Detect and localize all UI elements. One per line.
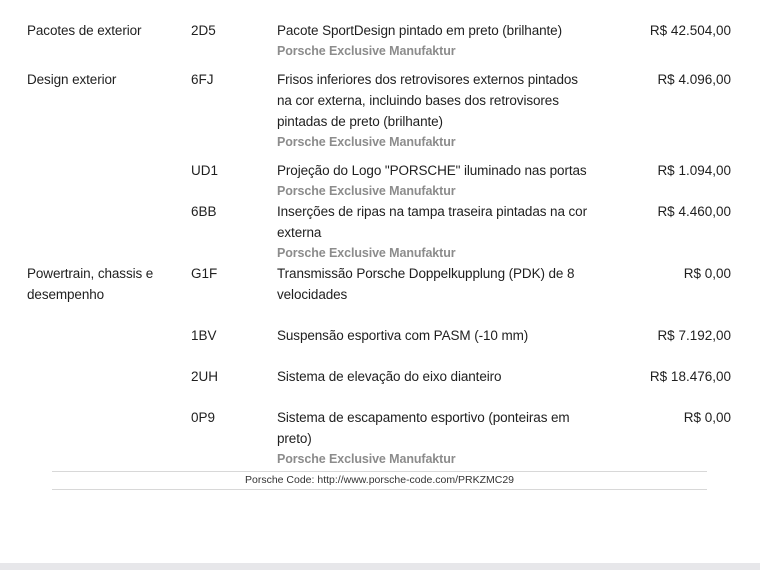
option-description <box>277 20 587 61</box>
option-description-text: Frisos inferiores dos retrovisores externos pintados na cor externa, incluindo bases dos retrovisores pintadas de preto (brilhante) <box>277 72 578 129</box>
category-label: Pacotes de exterior <box>27 23 142 38</box>
option-price: R$ 42.504,00 <box>649 23 731 38</box>
manufaktur-label: Porsche Exclusive Manufaktur <box>277 246 456 260</box>
option-rows <box>0 20 760 477</box>
option-description <box>277 325 587 346</box>
category-label: Powertrain, chassis e desempenho <box>27 266 154 302</box>
option-price: R$ 4.460,00 <box>657 204 731 219</box>
option-code: 2UH <box>191 369 219 384</box>
option-row <box>0 263 760 317</box>
category-label: Design exterior <box>27 72 117 87</box>
option-row <box>0 201 760 260</box>
option-description-text: Transmissão Porsche Doppelkupplung (PDK) de 8 velocidades <box>277 266 575 302</box>
option-code: G1F <box>191 266 218 281</box>
option-price: R$ 0,00 <box>683 410 731 425</box>
option-row <box>0 160 760 198</box>
option-price: R$ 7.192,00 <box>657 328 731 343</box>
option-row <box>0 407 760 469</box>
option-code: 1BV <box>191 328 217 343</box>
porsche-code-footer[interactable]: Porsche Code: http://www.porsche-code.com/PRKZMC29 <box>52 471 707 490</box>
option-description <box>277 160 587 201</box>
option-row <box>0 366 760 399</box>
option-price: R$ 18.476,00 <box>649 369 731 384</box>
option-description <box>277 407 587 469</box>
option-code: 0P9 <box>191 410 216 425</box>
option-price: R$ 1.094,00 <box>657 163 731 178</box>
manufaktur-label: Porsche Exclusive Manufaktur <box>277 452 456 466</box>
option-row <box>0 20 760 61</box>
option-row <box>0 325 760 358</box>
option-description <box>277 263 587 305</box>
option-description-text: Sistema de elevação do eixo dianteiro <box>277 369 502 384</box>
option-code: 2D5 <box>191 23 216 38</box>
option-code: 6BB <box>191 204 217 219</box>
option-description <box>277 201 587 263</box>
option-description-text: Inserções de ripas na tampa traseira pintadas na cor externa <box>277 204 587 240</box>
option-description-text: Sistema de escapamento esportivo (ponteiras em preto) <box>277 410 570 446</box>
option-price: R$ 0,00 <box>683 266 731 281</box>
option-row <box>0 69 760 152</box>
option-description <box>277 69 587 152</box>
option-price: R$ 4.096,00 <box>657 72 731 87</box>
manufaktur-label: Porsche Exclusive Manufaktur <box>277 135 456 149</box>
manufaktur-label: Porsche Exclusive Manufaktur <box>277 184 456 198</box>
option-description-text: Suspensão esportiva com PASM (-10 mm) <box>277 328 529 343</box>
option-description <box>277 366 587 387</box>
bottom-divider <box>0 563 760 570</box>
option-description-text: Pacote SportDesign pintado em preto (brilhante) <box>277 23 562 38</box>
manufaktur-label: Porsche Exclusive Manufaktur <box>277 44 456 58</box>
option-description-text: Projeção do Logo "PORSCHE" iluminado nas portas <box>277 163 587 178</box>
option-code: UD1 <box>191 163 219 178</box>
option-code: 6FJ <box>191 72 214 87</box>
